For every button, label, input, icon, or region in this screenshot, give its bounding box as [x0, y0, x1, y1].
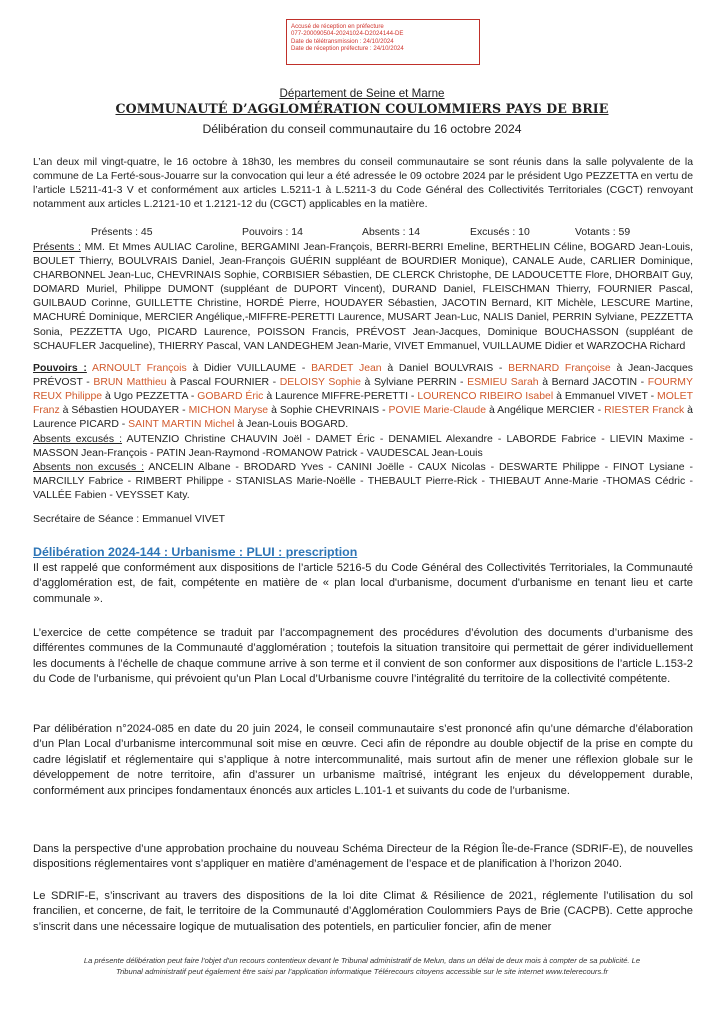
- proxy-recipient: à Bernard JACOTIN: [542, 377, 638, 389]
- proxy-list: ARNOULT François à Didier VUILLAUME - BARDET Jean à Daniel BOULVRAIS - BERNARD Françoise à Jean-Jacques PRÉVOST - BRUN Matthieu à Pascal FOURNIER - DELOISY Sophie à Sylviane PERRIN - ESMIEU Sarah à Bernard JACOTIN - FOURMY REUX Philippe à Ugo PEZZETTA - GOBARD Éric à Laurence MIFFRE-PERETTI - LOURENCO RIBEIRO Isabel à Emmanuel VIVET - MOLET Franz à Sébastien HOUDAYER - MICHON Maryse à Sophie CHEVRINAIS - POVIE Marie-Claude à Angélique MERCIER - RIESTER Franck à Laurence PICARD - SAINT MARTIN Michel à Jean-Louis BOGARD.: [33, 363, 693, 431]
- attendance-not-excused: [33, 461, 693, 503]
- proxy-grantor: FOURMY REUX Philippe: [33, 377, 693, 403]
- intro-paragraph: L’an deux mil vingt-quatre, le 16 octobre à 18h30, les membres du conseil communautaire se sont réunis dans la salle polyvalente de la commune de La Ferté-sous-Jouarre sur la convocation qui leur a été adressée le 09 octobre 2024 par le président Ugo PEZZETTA en vertu de l’article L5211-41-3 V et conformément aux articles L.5211-1 à L.5211-3 du Code Général des Collectivités Territoriales (CGCT) renvoyant notamment aux articles L.2121-10 et 1.2121-12 du (CGCT) applicables en la matière.: [33, 157, 693, 211]
- proxy-recipient: à Pascal FOURNIER: [170, 377, 270, 389]
- count-absents: Absents : 14: [362, 227, 421, 238]
- count-pouvoirs: Pouvoirs : 14: [242, 227, 303, 238]
- deliberation-paragraph: Le SDRIF-E, s’inscrivant au travers des dispositions de la loi dite Climat & Résilience de 2021, réglemente l’utilisation du sol francilien, et concerne, de fait, le territoire de la Communauté d’Agglomération Coulommiers Pays de Brie (CACPB). Cette approche s’inscrit dans une nécessaire logique de mutualisation des potentiels, en particulier foncier, afin de mener: [33, 890, 693, 933]
- footer-line: Tribunal administratif peut également être saisi par l’application informatique Télérecours citoyens accessible sur le site internet www.telerecours.fr: [116, 967, 608, 977]
- excuses-label: Absents excusés :: [33, 434, 123, 445]
- organization-heading: COMMUNAUTÉ D’AGGLOMÉRATION COULOMMIERS PAYS DE BRIE: [115, 101, 609, 116]
- proxy-recipient: à Jean-Jacques PRÉVOST: [33, 363, 693, 389]
- session-secretary: Secrétaire de Séance : Emmanuel VIVET: [33, 514, 226, 525]
- stamp-line: 077-200090504-20241024-D2024144-DE: [291, 30, 404, 38]
- proxy-recipient: à Emmanuel VIVET: [556, 391, 648, 403]
- attendance-excused: [33, 433, 693, 461]
- stamp-line: Accusé de réception en préfecture: [291, 23, 384, 30]
- proxy-grantor: BERNARD Françoise: [508, 363, 611, 374]
- legal-footer: [20, 955, 704, 977]
- vote-counts: [0, 227, 724, 241]
- proxy-recipient: à Laurence MIFFRE-PERETTI: [266, 391, 408, 403]
- proxy-recipient: à Jean-Louis BOGARD.: [237, 419, 349, 431]
- deliberation-paragraph: Dans la perspective d’une approbation prochaine du nouveau Schéma Directeur de la Région Île-de-France (SDRIF-E), de nouvelles dispositions réglementaires vont s’appliquer en matière d’aménagement de l’espace et de planification à l’horizon 2040.: [33, 843, 693, 871]
- proxy-grantor: DELOISY Sophie: [279, 377, 361, 389]
- proxy-recipient: à Ugo PEZZETTA: [105, 391, 188, 403]
- proxy-grantor: SAINT MARTIN Michel: [128, 419, 235, 431]
- proxy-recipient: à Sébastien HOUDAYER: [62, 405, 180, 417]
- pouvoirs-label: Pouvoirs :: [33, 363, 87, 374]
- proxy-recipient: à Sophie CHEVRINAIS: [271, 405, 380, 417]
- footer-line: La présente délibération peut faire l’objet d’un recours contentieux devant le Tribunal administratif de Melun, dans un délai de deux mois à compter de sa publicité. Le: [83, 956, 641, 965]
- prefecture-receipt-stamp: [286, 19, 480, 65]
- proxy-grantor: RIESTER Franck: [604, 405, 685, 417]
- proxy-grantor: GOBARD Éric: [197, 391, 264, 403]
- proxy-recipient: à Sylviane PERRIN: [364, 377, 457, 389]
- proxy-grantor: POVIE Marie-Claude: [388, 405, 487, 417]
- proxy-recipient: à Daniel BOULVRAIS: [387, 363, 494, 374]
- proxy-grantor: MOLET Franz: [33, 391, 693, 417]
- proxy-grantor: BRUN Matthieu: [93, 377, 167, 389]
- proxy-recipient: à Didier VUILLAUME: [192, 363, 297, 374]
- attendance-presents: [33, 241, 693, 354]
- deliberation-paragraph: Il est rappelé que conformément aux dispositions de l’article 5216-5 du Code Général des Collectivités Territoriales, la Communauté d’agglomération est, de fait, compétente en matière de « plan local d'urbanisme, document d'urbanisme en tenant lieu et carte communale ».: [33, 562, 693, 605]
- count-excuses: Excusés : 10: [470, 227, 530, 238]
- proxy-grantor: MICHON Maryse: [188, 405, 269, 417]
- stamp-line: Date de réception préfecture : 24/10/2024: [291, 44, 404, 52]
- count-votants: Votants : 59: [575, 227, 631, 238]
- proxy-grantor: ESMIEU Sarah: [467, 377, 539, 389]
- proxy-recipient: à Laurence PICARD: [33, 405, 693, 431]
- non-excuses-list: ANCELIN Albane - BRODARD Yves - CANINI Joëlle - CAUX Nicolas - DESWARTE Philippe - FINOT Lysiane - MARCILLY Fabrice - RIMBERT Philippe - STANISLAS Marie-Noëlle - THEBAULT Pierre-Rick - THIEBAUT Anne-Marie -THOMAS Cédric - VALLÉE Fabien - VEYSSET Katy.: [33, 462, 693, 502]
- stamp-line: Date de télétransmission : 24/10/2024: [291, 37, 394, 45]
- excuses-list: AUTENZIO Christine CHAUVIN Joël - DAMET Éric - DENAMIEL Alexandre - LABORDE Fabrice - LIEVIN Maxime - MASSON Jean-François - PATIN Jean-Raymond -ROMANOW Patrick - VAUDESCAL Jean-Louis: [33, 434, 694, 460]
- session-heading: Délibération du conseil communautaire du 16 octobre 2024: [202, 122, 522, 136]
- attendance-proxies: [33, 362, 693, 432]
- non-excuses-label: Absents non excusés :: [33, 462, 145, 473]
- count-presents: Présents : 45: [91, 227, 153, 238]
- deliberation-paragraph: L’exercice de cette compétence se traduit par l’accompagnement des procédures d’évolution des documents d’urbanisme des différentes communes de la Communauté d’agglomération ; toutefois la situation transitoire qui permettait de gérer individuellement les documents à l’échelle de chaque commune arrive à son terme et il convient de son conformer aux dispositions de l’article L.153-2 du Code de l’urbanisme, qui prévoient qu’un Plan Local d’Urbanisme couvre l’intégralité du territoire de la collectivité compétente.: [33, 627, 693, 686]
- proxy-grantor: ARNOULT François: [92, 363, 187, 374]
- deliberation-paragraph: Par délibération n°2024-085 en date du 20 juin 2024, le conseil communautaire s’est prononcé afin qu’une démarche d’élaboration d’un Plan Local d’urbanisme intercommunal soit mise en œuvre. Ceci afin de répondre au double objectif de la prise en compte du cadre législatif et réglementaire qui s’applique à notre intercommunalité, mais surtout afin de mener une réflexion globale sur le développement de notre territoire, afin d’assurer un urbanisme maîtrisé, intégrant les enjeux du développement durable, conformément aux principes fondamentaux énoncés aux articles L.101-1 et suivants du code de l’urbanisme.: [33, 723, 693, 797]
- presents-list: MM. Et Mmes AULIAC Caroline, BERGAMINI Jean-François, BERRI-BERRI Emeline, BERTHELIN Céline, BOGARD Jean-Louis, BOULET Thierry, BOULVRAIS Daniel, Jean-François GUÉRIN suppléant de BOURDIER Monique), CANALE Aude, CARLIER Dominique, CHARBONNEL Jean-Luc, CHEVRINAIS Sophie, CORBISIER Sébastien, DE CLERCK Christophe, DE LADOUCETTE Flore, DHORBAIT Guy, DOMARD Muriel, Philippe DUMONT (suppléant de DUPORT Vincent), DURAND Daniel, FLEISCHMAN Thierry, FOURNIER Pascal, GUILBAUD Corinne, GUILLETTE Christine, HORDÉ Pierre, HOUDAYER Sébastien, JACOTIN Bernard, KIT Michèle, LESCURE Martine, MACHURÉ Dominique, MERCIER Angélique,-MIFFRE-PERETTI Laurence, MUSART Jean-Luc, NALIS Daniel, PERRIN Sylviane, PEZZETTA Sonia, PEZZETTA Ugo, PICARD Laurence, POISSON Francis, PRÉVOST Jean-Jacques, Dominique BOUCHASSON (suppléant de SCHAUFLER Jacqueline), THIERRY Pascal, VAN LANDEGHEM Jean-Marie, VIVET Emmanuel, VUILLAUME Didier et WARZOCHA Richard: [33, 242, 693, 352]
- proxy-grantor: LOURENCO RIBEIRO Isabel: [417, 391, 554, 403]
- deliberation-title: Délibération 2024-144 : Urbanisme : PLUI : prescription: [33, 545, 358, 559]
- department-heading: Département de Seine et Marne: [279, 87, 445, 100]
- presents-label: Présents :: [33, 242, 81, 253]
- proxy-recipient: à Angélique MERCIER: [489, 405, 595, 417]
- proxy-grantor: BARDET Jean: [311, 363, 382, 374]
